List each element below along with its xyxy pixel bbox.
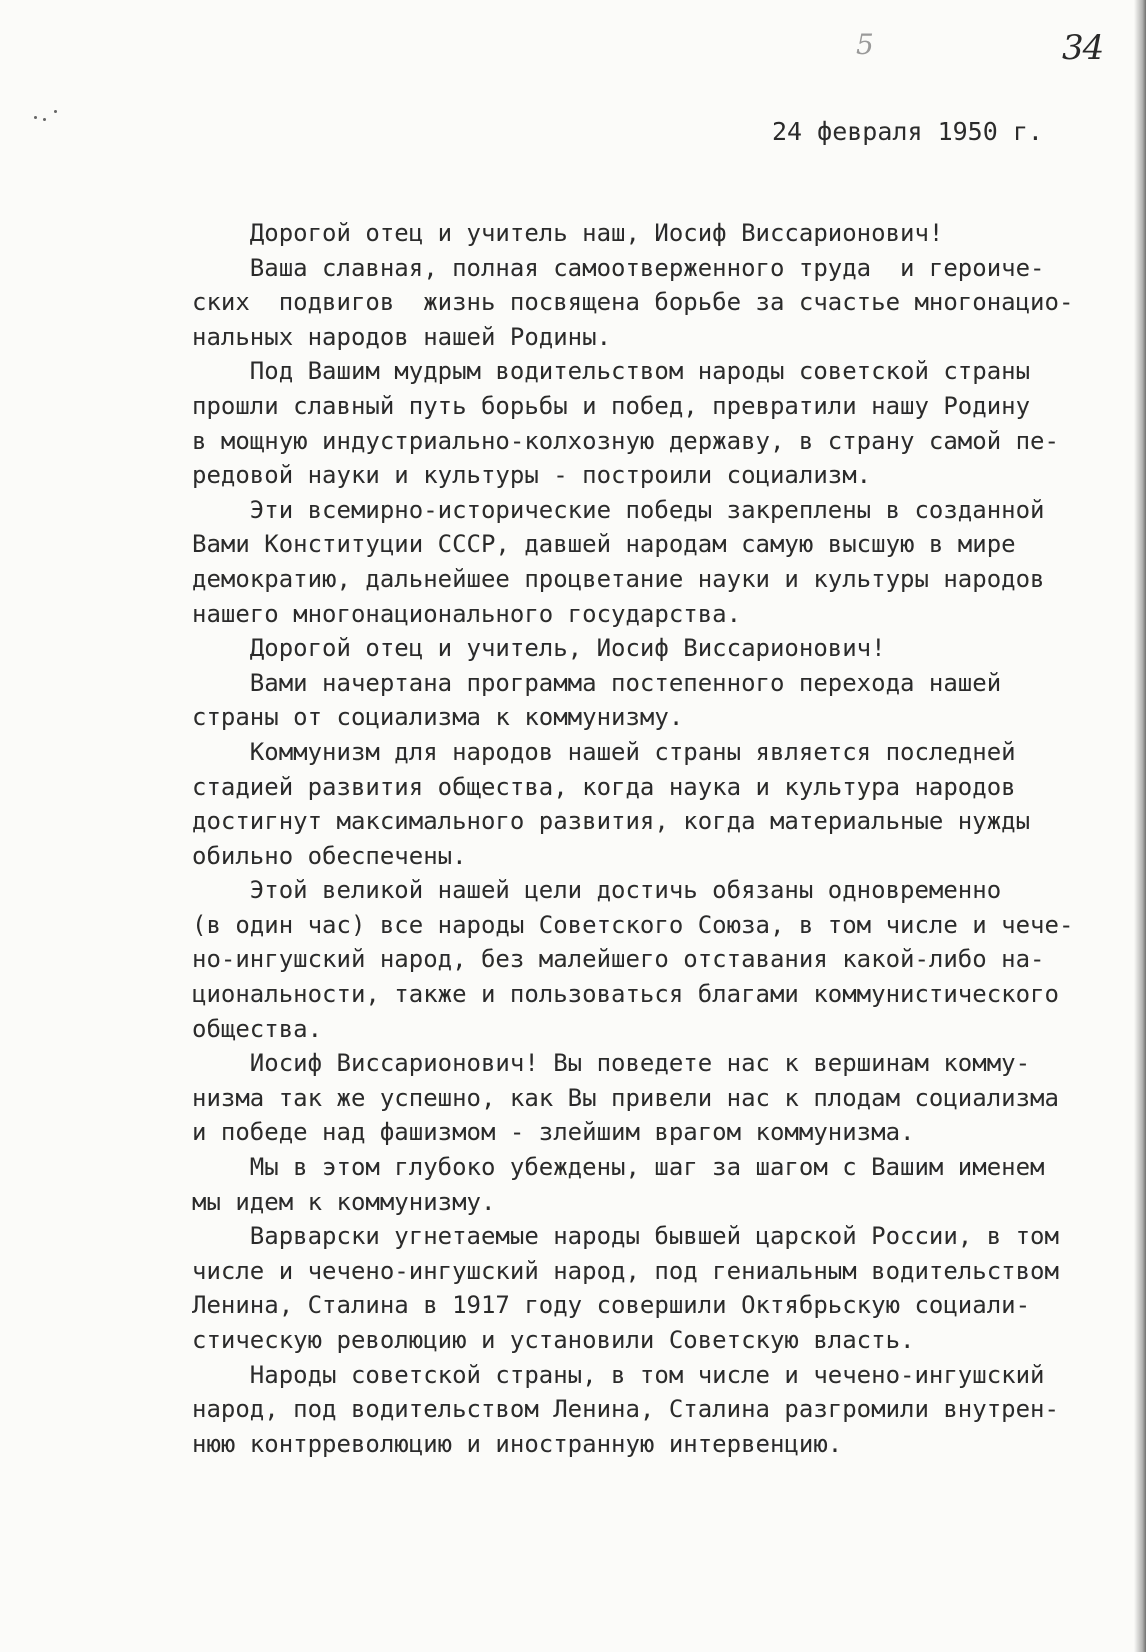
- letter-line: циональности, также и пользоваться благами коммунистического: [192, 980, 1059, 1009]
- letter-line: общества.: [192, 1014, 323, 1043]
- letter-line: Этой великой нашей цели достичь обязаны одновременно: [192, 876, 1002, 905]
- letter-line: ских подвигов жизнь посвящена борьбе за счастье многонацио-: [192, 288, 1074, 317]
- letter-line: Мы в этом глубоко убеждены, шаг за шагом с Вашим именем: [192, 1153, 1045, 1182]
- letter-line: и победе над фашизмом - злейшим врагом коммунизма.: [192, 1118, 915, 1147]
- letter-line: стическую революцию и установили Советскую власть.: [192, 1326, 915, 1354]
- letter-body: [192, 216, 1112, 1461]
- letter-line: числе и чечено-ингушский народ, под гениальным водительством: [192, 1256, 1059, 1285]
- letter-line: (в один час) все народы Советского Союза, в том числе и чече-: [192, 910, 1074, 939]
- page-edge-shadow: [1134, 0, 1146, 1652]
- letter-line: Вами начертана программа постепенного перехода нашей: [192, 668, 1002, 697]
- letter-line: Дорогой отец и учитель, Иосиф Виссарионович!: [192, 634, 886, 663]
- letter-line: Коммунизм для народов нашей страны является последней: [192, 737, 1016, 766]
- letter-line: обильно обеспечены.: [192, 841, 467, 870]
- letter-line: в мощную индустриально-колхозную державу, в страну самой пе-: [192, 426, 1059, 455]
- letter-line: низма так же успешно, как Вы привели нас к плодам социализма: [192, 1083, 1059, 1112]
- letter-line: прошли славный путь борьбы и побед, превратили нашу Родину: [192, 391, 1031, 420]
- letter-date: 24 февраля 1950 г.: [772, 117, 1043, 146]
- letter-line: нашего многонационального государства.: [192, 599, 742, 628]
- letter-line: стадией развития общества, когда наука и культура народов: [192, 772, 1016, 801]
- page-number: 34: [1062, 28, 1104, 68]
- letter-line: Ленина, Сталина в 1917 году совершили Октябрьскую социали-: [192, 1291, 1031, 1320]
- letter-line: достигнут максимального развития, когда материальные нужды: [192, 807, 1031, 836]
- stray-marks: [34, 108, 64, 128]
- letter-line: но-ингушский народ, без малейшего отставания какой-либо на-: [192, 945, 1045, 974]
- letter-line: демократию, дальнейшее процветание науки и культуры народов: [192, 564, 1045, 593]
- letter-line: народ, под водительством Ленина, Сталина разгромили внутрен-: [192, 1395, 1059, 1424]
- letter-line: Ваша славная, полная самоотверженного труда и героиче-: [192, 253, 1045, 282]
- letter-line: редовой науки и культуры - построили социализм.: [192, 461, 872, 490]
- letter-line: нюю контрреволюцию и иностранную интервенцию.: [192, 1429, 843, 1458]
- letter-line: страны от социализма к коммунизму.: [192, 703, 684, 732]
- letter-line: нальных народов нашей Родины.: [192, 322, 612, 351]
- letter-line: Народы советской страны, в том числе и чечено-ингушский: [192, 1360, 1045, 1389]
- letter-line: Вами Конституции СССР, давшей народам самую высшую в мире: [192, 530, 1016, 559]
- letter-line: Эти всемирно-исторические победы закреплены в созданной: [192, 495, 1045, 524]
- letter-line: Иосиф Виссарионович! Вы поведете нас к вершинам комму-: [192, 1049, 1031, 1078]
- letter-line: Варварски угнетаемые народы бывшей царской России, в том: [192, 1222, 1059, 1251]
- letter-line: Дорогой отец и учитель наш, Иосиф Виссарионович!: [192, 219, 944, 247]
- pencil-mark: 5: [856, 28, 874, 61]
- letter-line: мы идем к коммунизму.: [192, 1187, 496, 1216]
- letter-line: Под Вашим мудрым водительством народы советской страны: [192, 357, 1031, 386]
